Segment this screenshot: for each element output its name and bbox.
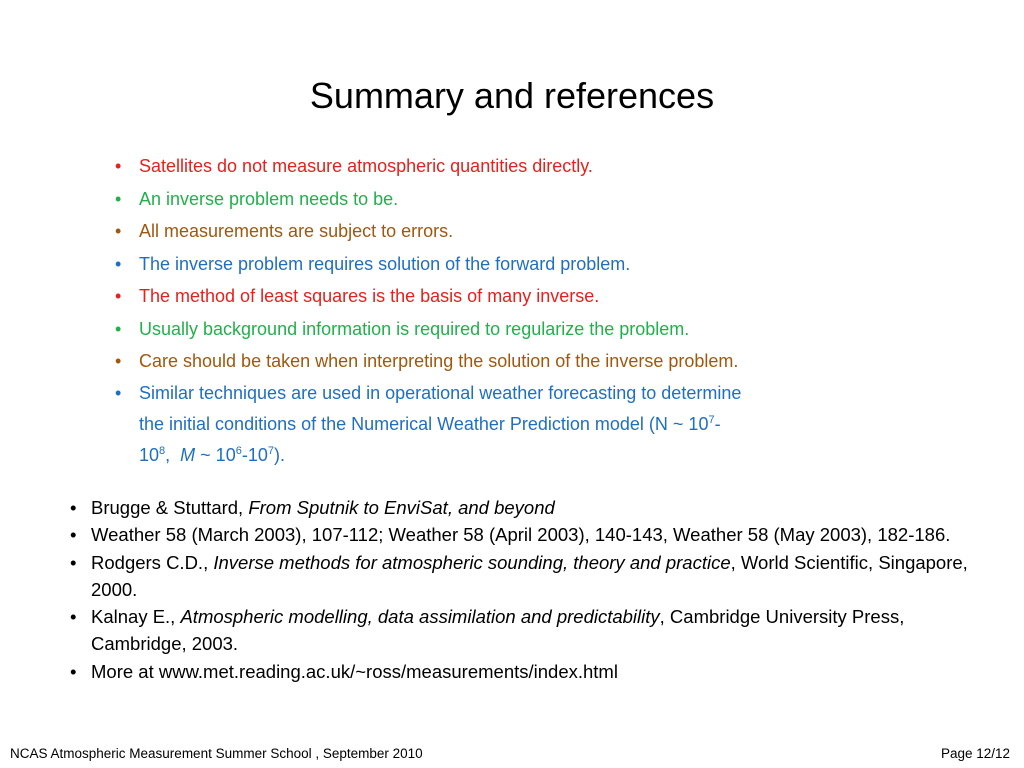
summary-item-text: The method of least squares is the basis of many inverse. [139,286,600,306]
summary-item [115,150,855,183]
dash: - [714,413,721,434]
exponent: 6 [235,444,242,457]
reference-link-text: More at www.met.reading.ac.uk/~ross/measurements/index.html [91,660,618,682]
bullet-icon: • [70,606,77,628]
reference-item [70,658,970,685]
tilde: ~ 10 [195,444,236,465]
summary-item-text: Satellites do not measure atmospheric quantities directly. [139,156,593,176]
footer-event: NCAS Atmospheric Measurement Summer School , September 2010 [10,746,423,761]
summary-list [115,150,855,471]
bullet-icon: • [70,660,77,682]
reference-rest: , World Scientific, Singapore, 2000. [91,551,968,600]
bullet-icon: • [115,351,122,371]
exponent: 7 [708,413,715,426]
bullet-icon: • [115,286,122,306]
reference-item [70,603,970,658]
summary-last-line1: Similar techniques are used in operational weather forecasting to determine [139,382,742,403]
dash: -10 [241,444,268,465]
reference-text: Weather 58 (March 2003), 107-112; Weather 58 (April 2003), 140-143, Weather 58 (May 2003), 182-186. [91,524,951,546]
reference-title: Inverse methods for atmospheric sounding, theory and practice [213,551,731,573]
summary-item-text: Usually background information is required to regularize the problem. [139,318,690,339]
bullet-icon: • [70,497,77,518]
reference-rest: , Cambridge University Press, Cambridge, 2003. [91,606,905,655]
bullet-icon: • [115,382,122,403]
reference-author: Brugge & Stuttard, [91,497,249,518]
exponent: 8 [159,444,166,457]
summary-item [115,280,855,313]
summary-item [115,183,855,216]
summary-item-text: The inverse problem requires solution of the forward problem. [139,253,631,274]
summary-item-text: Care should be taken when interpreting the solution of the inverse problem. [139,351,739,371]
bullet-icon: • [115,188,122,209]
bullet-icon: • [115,221,122,241]
summary-item-last [115,378,855,471]
bullet-icon: • [115,318,122,339]
reference-author: Rodgers C.D., [91,551,214,573]
summary-item [115,345,855,378]
slide-title: Summary and references [309,75,715,116]
bullet-icon: • [115,156,122,176]
page-number: Page 12/12 [940,746,1010,761]
reference-title: From Sputnik to EnviSat, and beyond [248,497,555,518]
summary-item-text: An inverse problem needs to be. [139,188,399,209]
summary-item [115,248,855,281]
references-list [70,494,970,685]
bullet-icon: • [70,524,77,546]
bullet-icon: • [70,551,77,573]
base: 10 [139,444,160,465]
exponent: 7 [267,444,274,457]
summary-item [115,215,855,248]
summary-last-line2: the initial conditions of the Numerical Weather Prediction model (N ~ 10 [139,413,709,434]
summary-item [115,313,855,346]
variable-m: M [180,444,196,465]
bullet-icon: • [115,253,122,274]
summary-item-text: All measurements are subject to errors. [139,221,454,241]
close-paren: ). [273,444,285,465]
reference-item [70,521,970,548]
reference-item [70,494,970,521]
reference-author: Kalnay E., [91,606,181,628]
comma: , [165,444,181,465]
reference-item [70,549,970,604]
reference-title: Atmospheric modelling, data assimilation and predictability [180,606,660,628]
